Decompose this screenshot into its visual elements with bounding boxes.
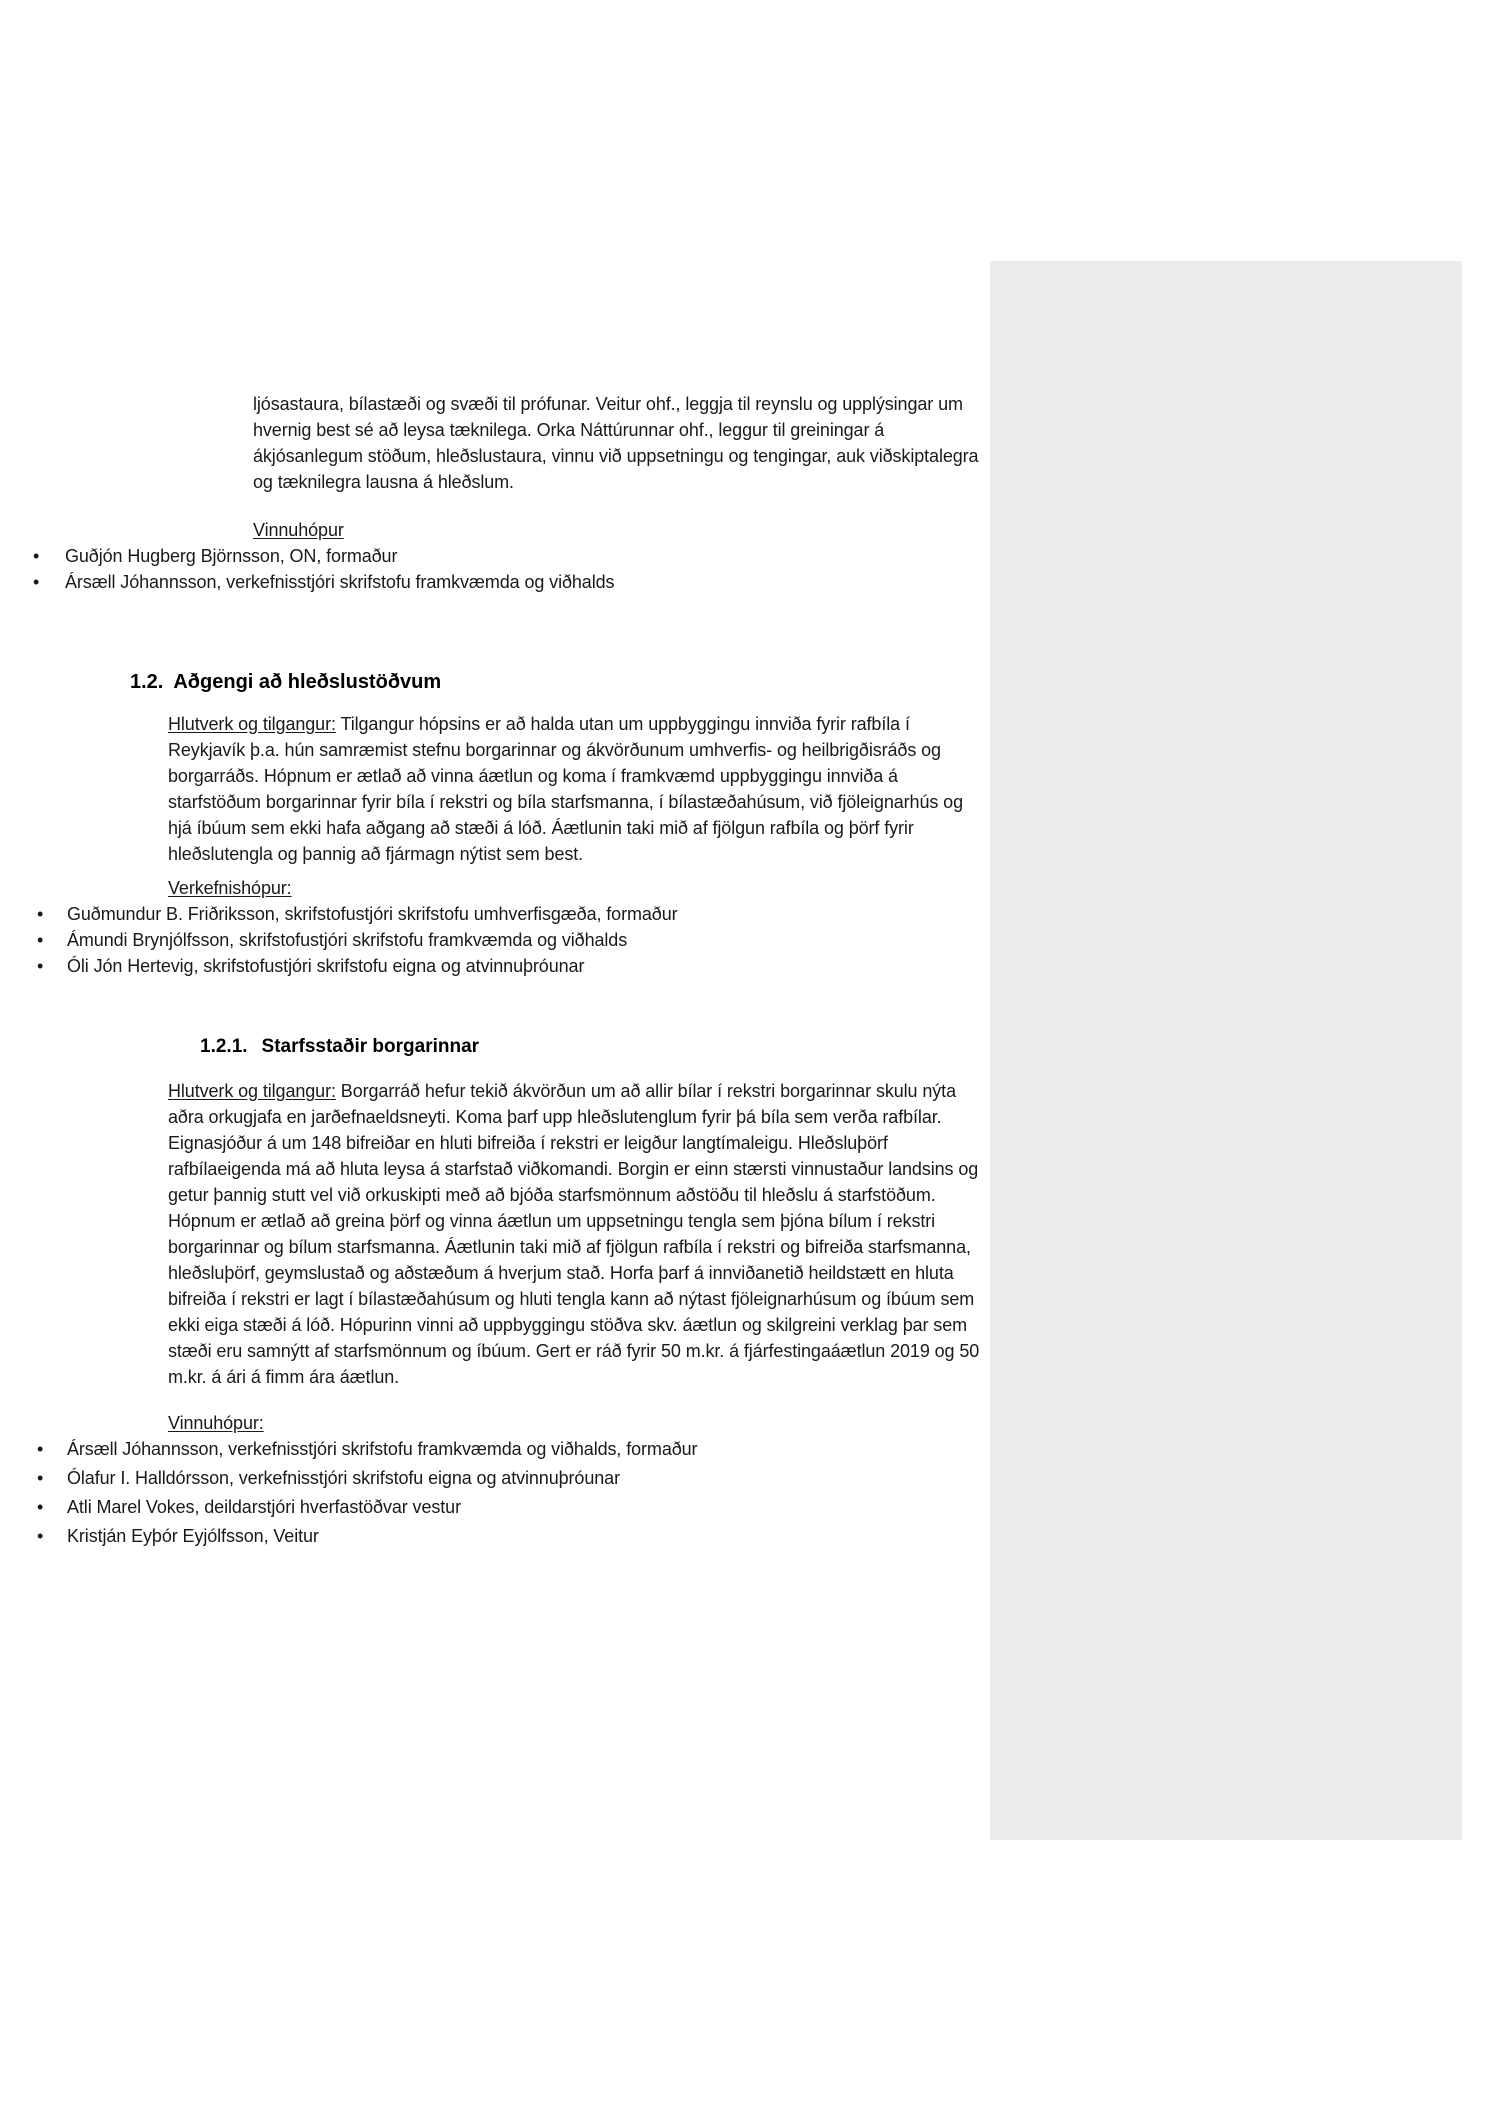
section-number: 1.2. <box>130 671 164 693</box>
purpose-text: Tilgangur hópsins er að halda utan um uppbyggingu innviða fyrir rafbíla í Reykjavík þ.a. hún samræmist stefnu borgarinnar og ákvörðunum umhverfis- og heilbrigðisráðs og borgarráðs. Hópnum er ætlað að vinna áætlun og koma í framkvæmd uppbyggingu innviða á starfstöðum borgarinnar fyrir bíla í rekstri og bíla starfsmanna, í bílastæðahúsum, við fjöleignarhús og hjá íbúum sem ekki hafa aðgang að stæði á lóð. Áætlunin taki mið af fjölgun rafbíla og þörf fyrir hleðslutengla og þannig að fjármagn nýtist sem best. <box>168 714 963 864</box>
member-text: Óli Jón Hertevig, skrifstofustjóri skrifstofu eigna og atvinnuþróunar <box>67 956 585 976</box>
list-item <box>0 1523 800 1549</box>
section-1-2-heading <box>130 668 1500 696</box>
section-1-2-1-group-label <box>168 1410 1500 1436</box>
section-1-2-purpose-paragraph <box>168 711 990 867</box>
member-text: Atli Marel Vokes, deildarstjóri hverfastöðvar vestur <box>67 1497 461 1517</box>
section-1-2-1-heading <box>200 1034 1500 1060</box>
list-item <box>0 927 800 953</box>
member-text: Ársæll Jóhannsson, verkefnisstjóri skrifstofu framkvæmda og viðhalds, formaður <box>67 1439 698 1459</box>
intro-group-label <box>253 517 1500 543</box>
member-text: Guðmundur B. Friðriksson, skrifstofustjóri skrifstofu umhverfisgæða, formaður <box>67 904 678 924</box>
intro-member-list <box>0 543 720 595</box>
list-item <box>0 1436 800 1462</box>
list-item <box>0 1465 800 1491</box>
section-number: 1.2.1. <box>200 1036 248 1057</box>
section-title: Aðgengi að hleðslustöðvum <box>173 671 442 693</box>
member-text: Kristján Eyþór Eyjólfsson, Veitur <box>67 1526 319 1546</box>
group-label-text: Verkefnishópur: <box>168 878 292 898</box>
intro-group-label-text: Vinnuhópur <box>253 520 344 540</box>
section-title: Starfsstaðir borgarinnar <box>261 1036 480 1057</box>
list-item <box>0 953 800 979</box>
list-item <box>0 1494 800 1520</box>
section-1-2-member-list <box>0 901 800 979</box>
intro-paragraph: ljósastaura, bílastæði og svæði til prófunar. Veitur ohf., leggja til reynslu og upplýsingar um hvernig best sé að leysa tæknilega. Orka Náttúrunnar ohf., leggur til greiningar á ákjósanlegum stöðum, hleðslustaura, vinnu við uppsetningu og tengingar, auk viðskiptalegra og tæknilegra lausna á hleðslum. <box>253 394 979 492</box>
purpose-label: Hlutverk og tilgangur: <box>168 714 336 734</box>
section-1-2-1-member-list <box>0 1436 800 1549</box>
member-text: Ólafur I. Halldórsson, verkefnisstjóri skrifstofu eigna og atvinnuþróunar <box>67 1468 620 1488</box>
member-text: Ámundi Brynjólfsson, skrifstofustjóri skrifstofu framkvæmda og viðhalds <box>67 930 628 950</box>
member-text: Ársæll Jóhannsson, verkefnisstjóri skrifstofu framkvæmda og viðhalds <box>65 572 615 592</box>
list-item <box>0 569 720 595</box>
section-1-2-group-label <box>168 875 1500 901</box>
member-text: Guðjón Hugberg Björnsson, ON, formaður <box>65 546 398 566</box>
purpose-text: Borgarráð hefur tekið ákvörðun um að allir bílar í rekstri borgarinnar skulu nýta aðra orkugjafa en jarðefnaeldsneyti. Koma þarf upp hleðslutenglum fyrir þá bíla sem verða rafbílar. Eignasjóður á um 148 bifreiðar en hluti bifreiða í rekstri er leigður langtímaleigu. Hleðsluþörf rafbílaeigenda má að hluta leysa á starfstað viðkomandi. Borgin er einn stærsti vinnustaður landsins og getur þannig stutt vel við orkuskipti með að bjóða starfsmönnum aðstöðu til hleðslu á starfstöðum. Hópnum er ætlað að greina þörf og vinna áætlun um uppsetningu tengla sem þjóna bílum í rekstri borgarinnar og bílum starfsmanna. Áætlunin taki mið af fjölgun rafbíla í rekstri og bifreiða starfsmanna, hleðsluþörf, geymslustað og aðstæðum á hverjum stað. Horfa þarf á innviðanetið heildstætt en hluta bifreiða í rekstri er lagt í bílastæðahúsum og hluti tengla kann að nýtast fjöleignarhúsum og íbúum sem ekki eiga stæði á lóð. Hópurinn vinni að uppbyggingu stöðva skv. áætlun og skilgreini verklag þar sem stæði eru samnýtt af starfsmönnum og íbúum. Gert er ráð fyrir 50 m.kr. á fjárfestingaáætlun 2019 og 50 m.kr. á ári á fimm ára áætlun. <box>168 1081 980 1387</box>
purpose-label: Hlutverk og tilgangur: <box>168 1081 336 1101</box>
list-item <box>0 543 720 569</box>
list-item <box>0 901 800 927</box>
section-1-2-1-purpose-paragraph <box>168 1078 990 1390</box>
group-label-text: Vinnuhópur: <box>168 1413 264 1433</box>
